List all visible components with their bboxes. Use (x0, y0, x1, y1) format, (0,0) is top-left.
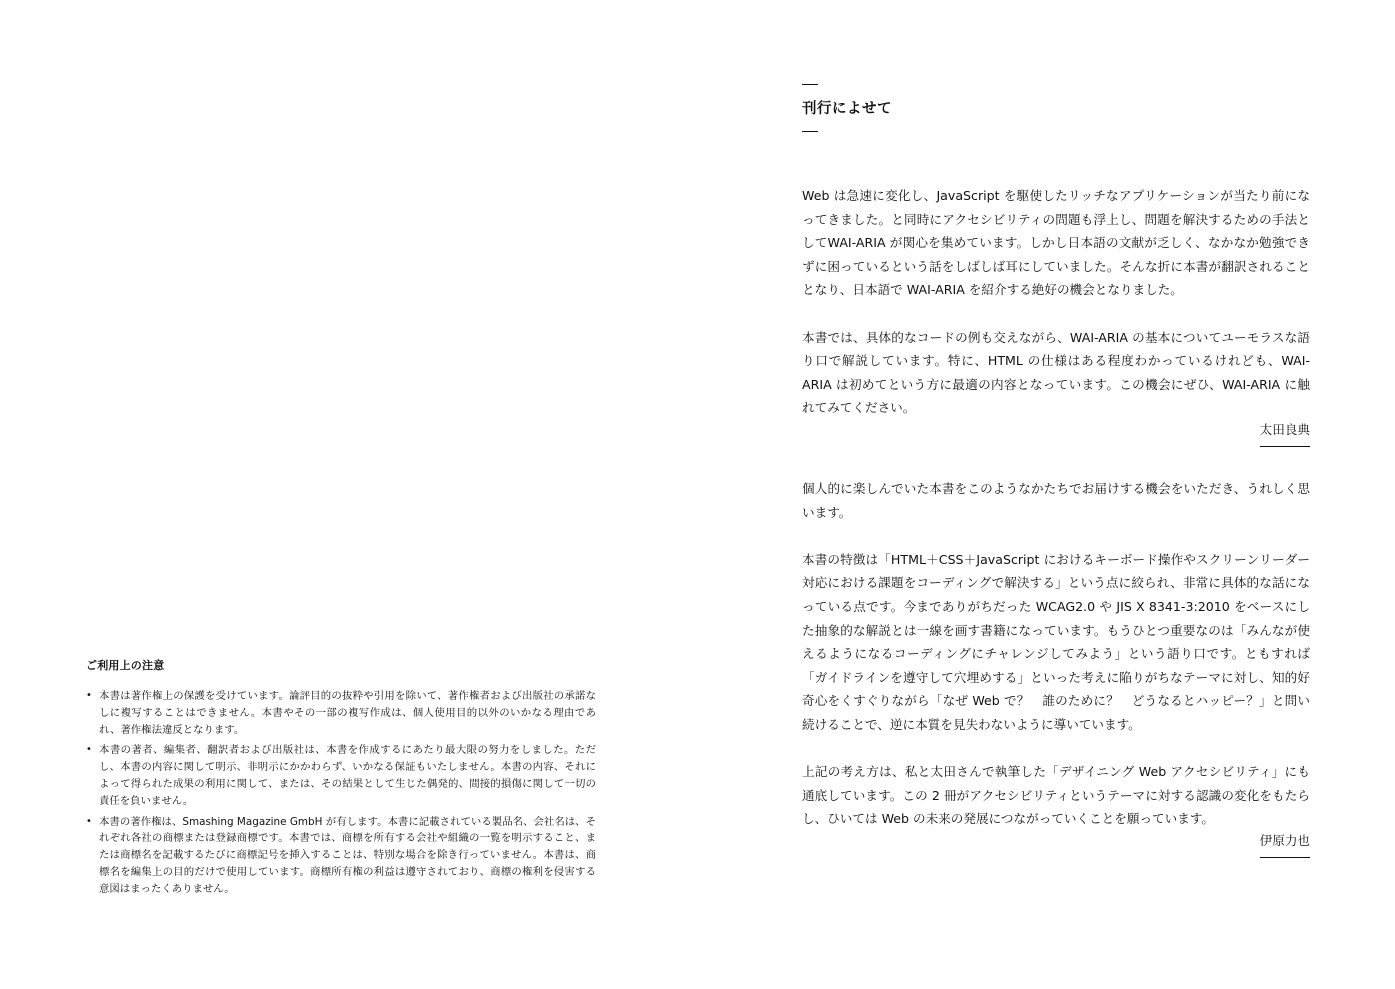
signature-name: 伊原力也 (1260, 831, 1310, 858)
foreword-title: 刊行によせて (802, 101, 892, 117)
bullet-icon: • (86, 815, 92, 827)
foreword-body (802, 184, 1310, 858)
bullet-icon: • (86, 744, 92, 756)
notice-item-text: 本書の著作権は、Smashing Magazine GmbH が有します。本書に記載されている製品名、会社名は、それぞれ各社の商標または登録商標です。本書では、商標を所有する会社や組織の一覧を明示すること、または商標名を記載するたびに商標記号を挿入することは、特別な場合を除き行っていません。本書は、商標名を編集上の目的だけで使用しています。商標所有権の利益は遵守されており、商標の権利を侵害する意図はまったくありません。 (99, 815, 596, 895)
notice-item (86, 742, 596, 809)
bullet-icon: • (86, 690, 92, 701)
notice-item-text: 本書は著作権上の保護を受けています。論評目的の抜粋や引用を除いて、著作権者および出版社の承諾なしに複写することはできません。本書やその一部の複写作成は、個人使用目的以外のいかなる理由であれ、著作権法違反となります。 (99, 690, 596, 736)
usage-notice (86, 658, 596, 902)
section-gap (802, 447, 1310, 477)
paragraph: 個人的に楽しんでいた本書をこのようなかたちでお届けする機会をいただき、うれしく思います。 (802, 480, 1310, 520)
signature (802, 420, 1310, 447)
signature (802, 831, 1310, 858)
notice-item (86, 688, 596, 738)
notice-list (86, 688, 596, 898)
notice-title: ご利用上の注意 (86, 659, 165, 672)
paragraph: 上記の考え方は、私と太田さんで執筆した「デザイニング Web アクセシビリティ」にも通底しています。この 2 冊がアクセシビリティというテーマに対する認識の変化をもたらし、ひいては Web の未来の発展につながっていくことを願っています。 (802, 764, 1310, 827)
notice-item-text: 本書の著者、編集者、翻訳者および出版社は、本書を作成するにあたり最大限の努力をしました。ただし、本書の内容に関して明示、非明示にかかわらず、いかなる保証もいたしません。本書の内容、それによって得られた成果の利用に関して、または、その結果として生じた偶発的、間接的損傷に関して一切の責任を負いません。 (99, 744, 596, 807)
paragraph: 本書では、具体的なコードの例も交えながら、WAI-ARIA の基本についてユーモラスな語り口で解説しています。特に、HTML の仕様はある程度わかっているけれども、WAI-ARIA は初めてという方に最適の内容となっています。この機会にぜひ、WAI-ARIA に触れてみてください。 (802, 329, 1310, 416)
signature-name: 太田良典 (1260, 420, 1310, 447)
foreword-section-2 (802, 477, 1310, 858)
heading-rule-top (802, 84, 818, 85)
paragraph: Web は急速に変化し、JavaScript を駆使したリッチなアプリケーションが当たり前になってきました。と同時にアクセシビリティの問題も浮上し、問題を解決するための手法としてWAI-ARIA が関心を集めています。しかし日本語の文献が乏しく、なかなか勉強できずに困っているという話をしばしば耳にしていました。そんな折に本書が翻訳されることとなり、日本語で WAI-ARIA を紹介する絶好の機会となりました。 (802, 188, 1310, 298)
foreword-section-1 (802, 184, 1310, 447)
foreword (802, 84, 1310, 858)
notice-item (86, 814, 596, 898)
heading-rule-bottom (802, 131, 818, 132)
paragraph: 本書の特徴は「HTML＋CSS＋JavaScript におけるキーボード操作やスクリーンリーダー対応における課題をコーディングで解決する」という点に絞られ、非常に具体的な話になっている点です。今までありがちだった WCAG2.0 や JIS X 8341-3:2010 をベースにした抽象的な解説とは一線を画す書籍になっています。もうひとつ重要なのは「みんなが使えるようになるコーディングにチャレンジしてみよう」という語り口です。ともすれば「ガイドラインを遵守して穴埋めする」といった考えに陥りがちなテーマに対し、知的好奇心をくすぐりながら「なぜ Web で？ 誰のために？ どうなるとハッピー？」と問い続けることで、逆に本質を見失わないように導いています。 (802, 551, 1310, 732)
